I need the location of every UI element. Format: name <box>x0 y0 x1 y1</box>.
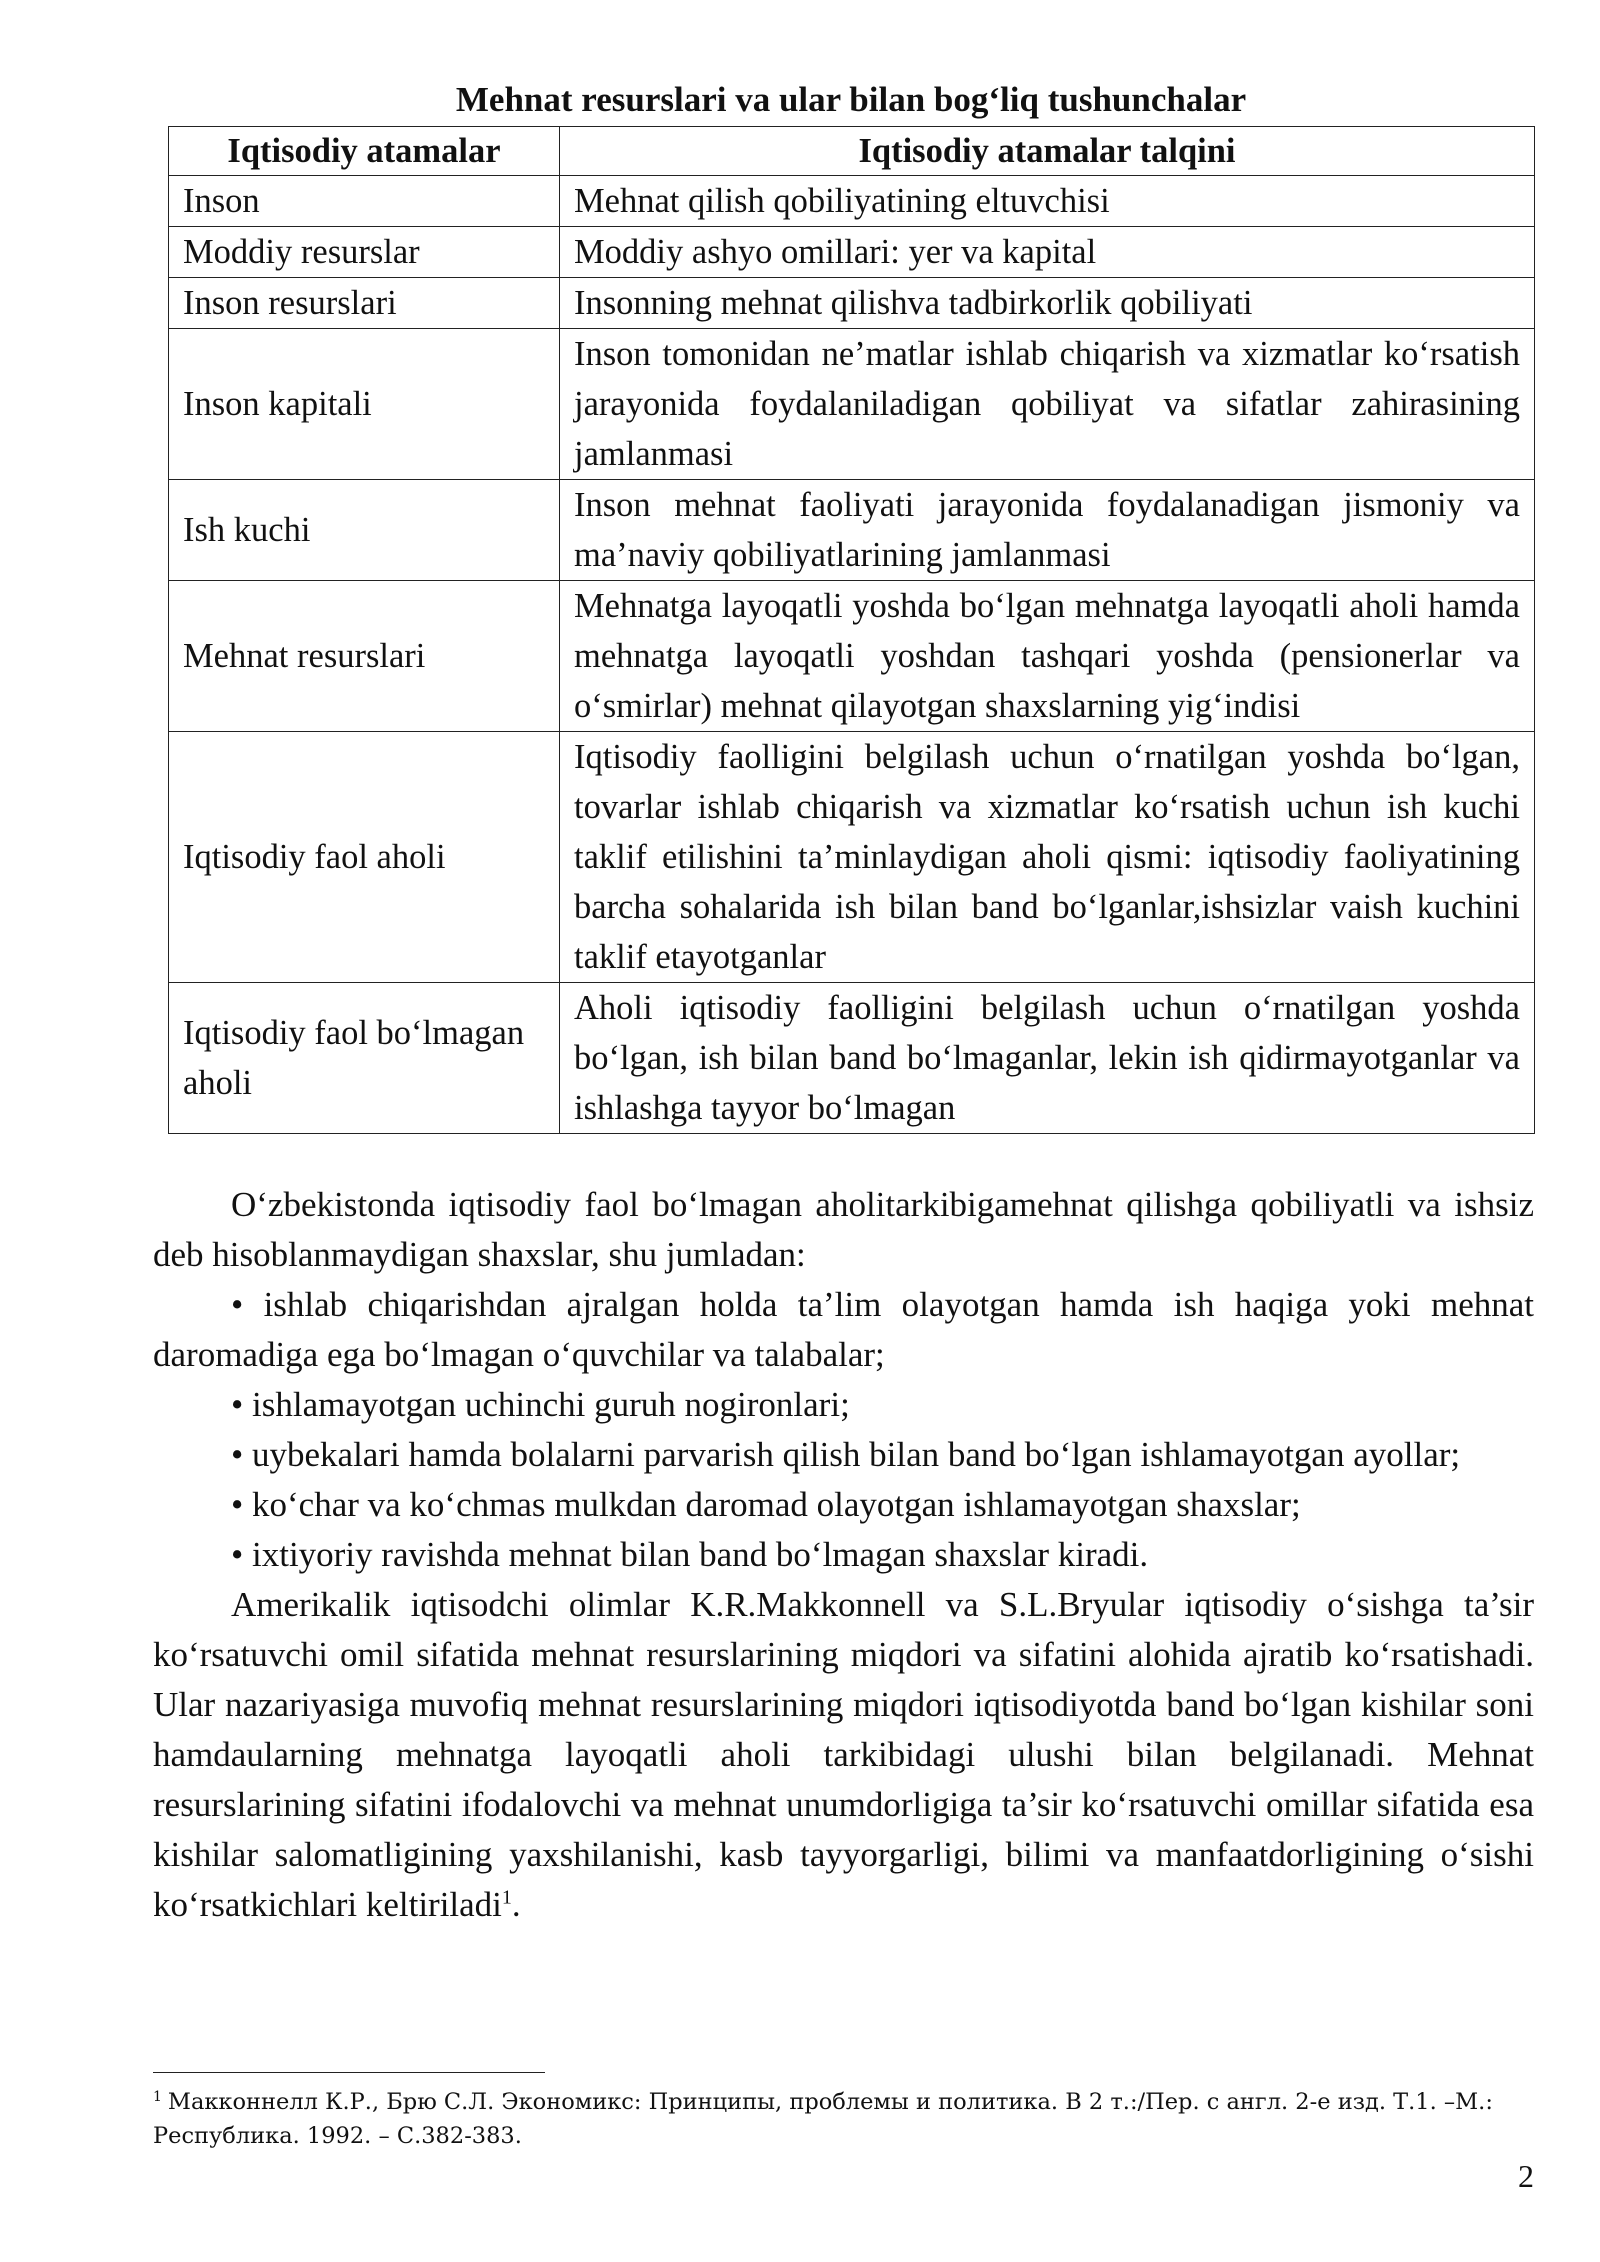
definition-cell: Iqtisodiy faolligini belgilash uchun o‘rnatilgan yoshda bo‘lgan, tovarlar ishlab chiqarish va xizmatlar ko‘rsatish uchun ish kuchi taklif etilishini ta’minlaydigan aholi qismi: iqtisodiy faoliyatining barcha sohalarida ish bilan band bo‘lganlar,ishsizlar vaish kuchini taklif etayotganlar <box>560 732 1535 983</box>
bullet-item: • ishlab chiqarishdan ajralgan holda ta’lim olayotgan hamda ish haqiga yoki mehnat daromadiga ega bo‘lmagan o‘quvchilar va talabalar; <box>153 1285 1534 1374</box>
definition-cell: Moddiy ashyo omillari: yer va kapital <box>560 227 1535 278</box>
main-paragraph-text: Amerikalik iqtisodchi olimlar K.R.Makkonnell va S.L.Bryular iqtisodiy o‘sishga ta’sir ko‘rsatuvchi omil sifatida mehnat resurslarining miqdori va sifatini alohida ajratib ko‘rsatishadi. Ular nazariyasiga muvofiq mehnat resurslarining miqdori iqtisodiyotda band bo‘lgan kishilar soni hamdaularning mehnatga layoqatli aholi tarkibidagi ulushi bilan belgilanadi. Mehnat resurslarining sifatini ifodalovchi va mehnat unumdorligiga ta’sir ko‘rsatuvchi omillar sifatida esa kishilar salomatligining yaxshilanishi, kasb tayyorgarligi, bilimi va manfaatdorligining o‘sishi ko‘rsatkichlari keltiriladi <box>153 1585 1534 1924</box>
term-cell: Iqtisodiy faol aholi <box>169 732 560 983</box>
footnote <box>153 2085 1534 2153</box>
main-paragraph <box>153 1580 1534 1930</box>
footnote-text: Макконнелл К.Р., Брю С.Л. Экономикс: Принципы, проблемы и политика. В 2 т.:/Пер. с англ. 2-е изд. Т.1. –М.: Республика. 1992. – С.382-383. <box>153 2089 1493 2149</box>
definition-cell: Inson mehnat faoliyati jarayonida foydalanadigan jismoniy va ma’naviy qobiliyatlarining jamlanmasi <box>560 480 1535 581</box>
term-cell: Inson kapitali <box>169 329 560 480</box>
term-cell: Iqtisodiy faol bo‘lmagan aholi <box>169 983 560 1134</box>
term-cell: Moddiy resurslar <box>169 227 560 278</box>
definition-cell: Mehnatga layoqatli yoshda bo‘lgan mehnatga layoqatli aholi hamda mehnatga layoqatli yoshdan tashqari yoshda (pensionerlar va o‘smirlar) mehnat qilayotgan shaxslarning yig‘indisi <box>560 581 1535 732</box>
table-title: Mehnat resurslari va ular bilan bog‘liq tushunchalar <box>455 80 1247 119</box>
body-text <box>153 1180 1534 1930</box>
definition-cell: Insonning mehnat qilishva tadbirkorlik qobiliyati <box>560 278 1535 329</box>
main-paragraph-end: . <box>511 1885 521 1924</box>
footnote-divider <box>153 2072 545 2073</box>
footnote-marker: 1 <box>153 2088 162 2105</box>
definition-cell: Aholi iqtisodiy faolligini belgilash uchun o‘rnatilgan yoshda bo‘lgan, ish bilan band bo‘lmaganlar, lekin ish qidirmayotganlar va ishlashga tayyor bo‘lmagan <box>560 983 1535 1134</box>
table-row <box>169 983 1535 1134</box>
column-header-definition: Iqtisodiy atamalar talqini <box>560 127 1535 176</box>
term-cell: Inson <box>169 176 560 227</box>
table-row <box>169 278 1535 329</box>
footnote-reference[interactable]: 1 <box>501 1886 512 1909</box>
terms-table <box>168 126 1535 1134</box>
term-cell: Mehnat resurslari <box>169 581 560 732</box>
term-cell: Inson resurslari <box>169 278 560 329</box>
bullet-item: • uybekalari hamda bolalarni parvarish qilish bilan band bo‘lgan ishlamayotgan ayollar; <box>231 1435 1461 1474</box>
table-row <box>169 329 1535 480</box>
bullet-item: • ishlamayotgan uchinchi guruh nogironlari; <box>231 1385 850 1424</box>
column-header-term: Iqtisodiy atamalar <box>169 127 560 176</box>
table-row <box>169 227 1535 278</box>
table-header-row <box>169 127 1535 176</box>
intro-paragraph: O‘zbekistonda iqtisodiy faol bo‘lmagan aholitarkibigamehnat qilishga qobiliyatli va ishsiz deb hisoblanmaydigan shaxslar, shu jumladan: <box>153 1185 1534 1274</box>
bullet-item: • ixtiyoriy ravishda mehnat bilan band bo‘lmagan shaxslar kiradi. <box>231 1535 1149 1574</box>
table-row <box>169 581 1535 732</box>
definition-cell: Inson tomonidan ne’matlar ishlab chiqarish va xizmatlar ko‘rsatish jarayonida foydalaniladigan qobiliyat va sifatlar zahirasining jamlanmasi <box>560 329 1535 480</box>
page-number: 2 <box>1518 2158 1534 2194</box>
table-row <box>169 732 1535 983</box>
definition-cell: Mehnat qilish qobiliyatining eltuvchisi <box>560 176 1535 227</box>
table-row <box>169 480 1535 581</box>
table-row <box>169 176 1535 227</box>
bullet-item: • ko‘char va ko‘chmas mulkdan daromad olayotgan ishlamayotgan shaxslar; <box>231 1485 1301 1524</box>
term-cell: Ish kuchi <box>169 480 560 581</box>
